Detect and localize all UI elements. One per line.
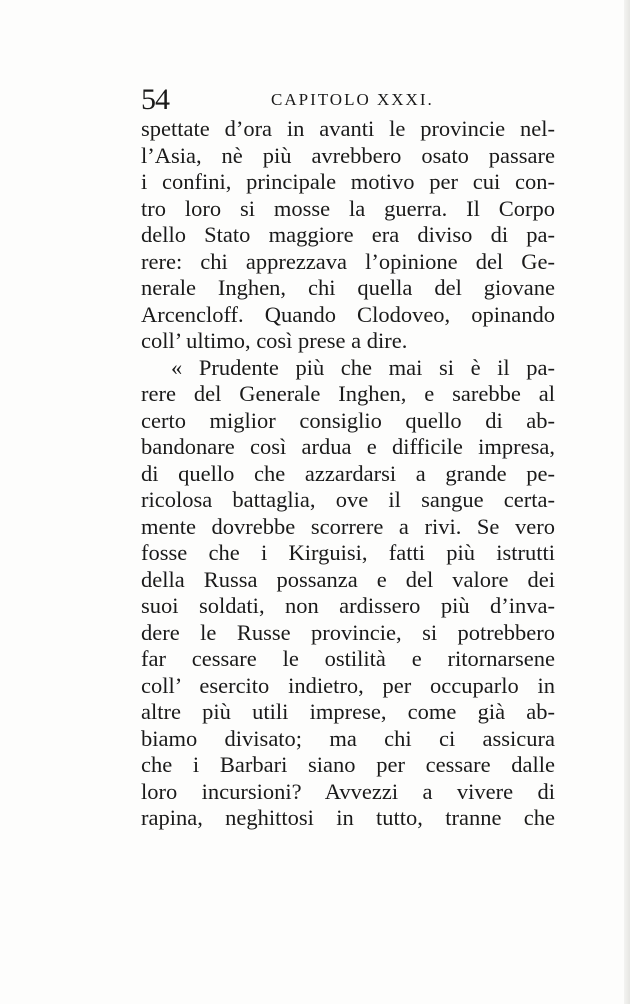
body-text [141,116,555,832]
text-line: Arcencloff. Quando Clodoveo, opinando [141,301,555,327]
paragraph-start-line: « Prudente più che mai si è il pa- [171,354,555,380]
text-line: bandonare così ardua e difficile impresa, [141,434,555,459]
text-line: coll’ esercito indietro, per occuparlo in [141,672,555,698]
text-line: certo miglior consiglio quello di ab- [141,407,555,433]
page-edge [624,0,630,1004]
text-line: i confini, principale motivo per cui con- [141,169,555,194]
page-number: 54 [141,83,169,116]
text-line: l’Asia, nè più avrebbero osato passare [141,142,555,168]
text-line: rere del Generale Inghen, e sarebbe al [141,381,555,406]
text-line: dello Stato maggiore era diviso di pa- [141,222,555,247]
text-line: loro incursioni? Avvezzi a vivere di [141,778,555,804]
text-line: biamo divisato; ma chi ci assicura [141,725,555,751]
text-line: della Russa possanza e del valore dei [141,566,555,592]
text-line: rapina, neghittosi in tutto, tranne che [141,805,555,830]
text-line: mente dovrebbe scorrere a rivi. Se vero [141,513,555,539]
text-line: rere: chi apprezzava l’opinione del Ge- [141,248,555,274]
text-line: far cessare le ostilità e ritornarsene [141,646,555,671]
text-line: fosse che i Kirguisi, fatti più istrutti [141,540,555,565]
text-line: spettate d’ora in avanti le provincie nel- [141,116,555,141]
text-line: che i Barbari siano per cessare dalle [141,752,555,777]
text-line: nerale Inghen, chi quella del giovane [141,275,555,300]
text-line: ricolosa battaglia, ove il sangue certa- [141,487,555,512]
text-line: tro loro si mosse la guerra. Il Corpo [141,195,555,221]
text-line: dere le Russe provincie, si potrebbero [141,619,555,645]
text-line: di quello che azzardarsi a grande pe- [141,460,555,486]
text-line: altre più utili imprese, come già ab- [141,699,555,724]
paragraph-end-line: coll’ ultimo, così prese a dire. [141,328,408,353]
page-header [141,82,555,118]
running-head: CAPITOLO XXXI. [271,90,434,109]
text-line: suoi soldati, non ardissero più d’inva- [141,593,555,618]
